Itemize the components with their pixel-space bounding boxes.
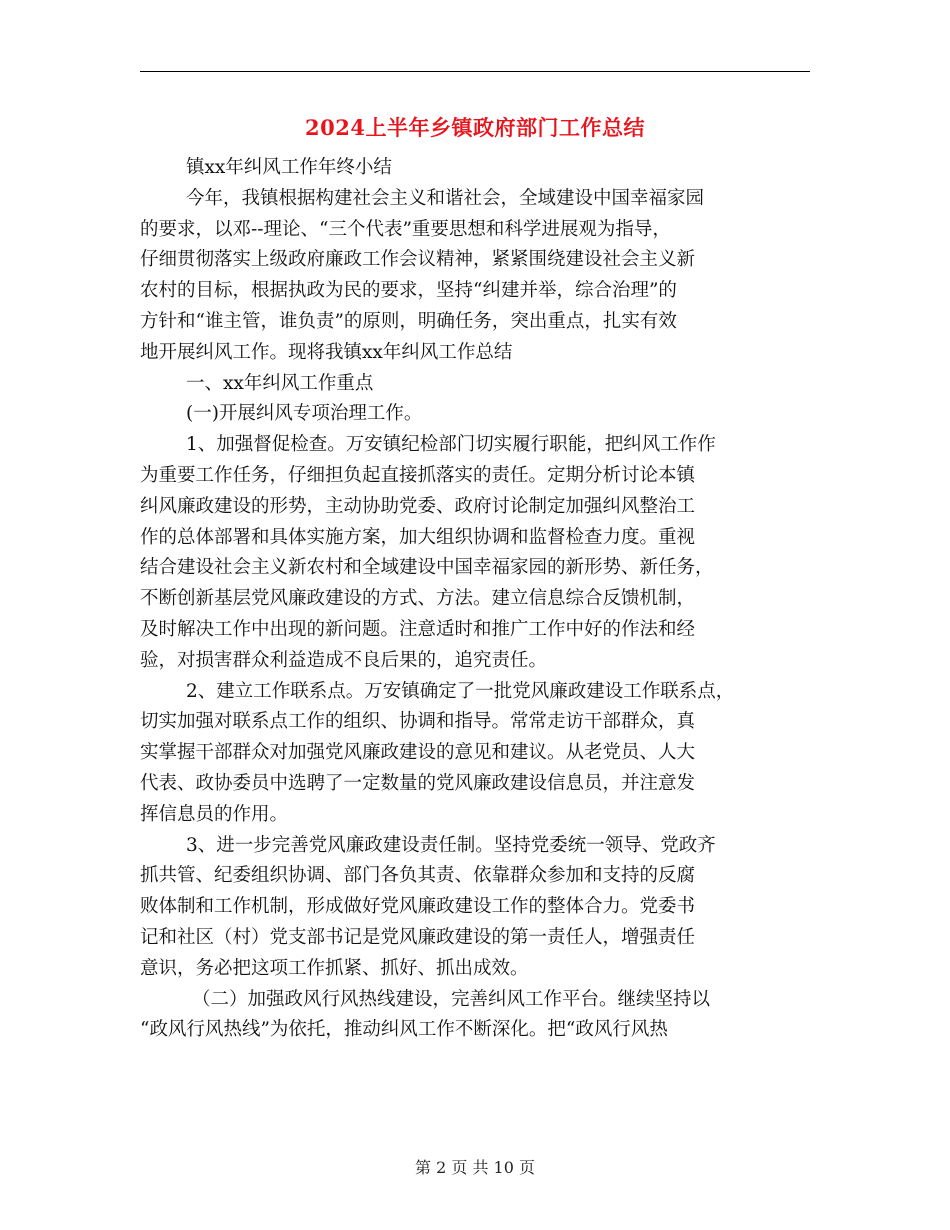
paragraph-line: 方针和“谁主管，谁负责”的原则，明确任务，突出重点，扎实有效	[140, 310, 677, 332]
paragraph-line: 切实加强对联系点工作的组织、协调和指导。常常走访干部群众，真	[140, 711, 696, 733]
paragraph-line: 3、进一步完善党风廉政建设责任制。坚持党委统一领导、党政齐	[186, 834, 716, 856]
paragraph-line: 纠风廉政建设的形势，主动协助党委、政府讨论制定加强纠风整治工	[140, 495, 696, 517]
paragraph-line: 镇xx年纠风工作年终小结	[186, 157, 392, 178]
paragraph-line: 地开展纠风工作。现将我镇xx年纠风工作总结	[140, 341, 513, 363]
paragraph-line: 记和社区（村）党支部书记是党风廉政建设的第一责任人，增强责任	[140, 926, 696, 948]
paragraph-line: 验，对损害群众利益造成不良后果的，追究责任。	[140, 649, 548, 671]
paragraph-line: 作的总体部署和具体实施方案，加大组织协调和监督检查力度。重视	[140, 526, 696, 548]
subsection-heading: (一)开展纠风专项治理工作。	[186, 403, 423, 425]
paragraph-line: 今年，我镇根据构建社会主义和谐社会，全域建设中国幸福家园	[186, 187, 705, 209]
paragraph-line: 败体制和工作机制，形成做好党风廉政建设工作的整体合力。党委书	[140, 896, 696, 918]
paragraph-line: 代表、政协委员中选聘了一定数量的党风廉政建设信息员，并注意发	[140, 772, 696, 794]
paragraph-line: 挥信息员的作用。	[140, 803, 289, 825]
paragraph-line: 仔细贯彻落实上级政府廉政工作会议精神，紧紧围绕建设社会主义新	[140, 249, 696, 271]
paragraph-line: （二）加强政风行风热线建设，完善纠风工作平台。继续坚持以	[192, 988, 711, 1010]
header-rule	[140, 71, 810, 72]
paragraph-line: 及时解决工作中出现的新问题。注意适时和推广工作中好的作法和经	[140, 618, 696, 640]
document-title: 2024上半年乡镇政府部门工作总结	[305, 115, 645, 140]
paragraph-line: 抓共管、纪委组织协调、部门各负其责、依靠群众参加和支持的反腐	[140, 865, 696, 887]
document-body	[140, 153, 812, 1046]
paragraph-line: 结合建设社会主义新农村和全域建设中国幸福家园的新形势、新任务，	[140, 557, 714, 579]
paragraph-line: 农村的目标，根据执政为民的要求，坚持“纠建并举，综合治理”的	[140, 280, 677, 302]
paragraph-line: 实掌握干部群众对加强党风廉政建设的意见和建议。从老党员、人大	[140, 742, 696, 764]
page-number-footer: 第 2 页 共 10 页	[415, 1158, 535, 1177]
paragraph-line: 为重要工作任务，仔细担负起直接抓落实的责任。定期分析讨论本镇	[140, 464, 696, 486]
paragraph-line: 不断创新基层党风廉政建设的方式、方法。建立信息综合反馈机制，	[140, 588, 696, 610]
paragraph-line: “政风行风热线”为依托，推动纠风工作不断深化。把“政风行风热	[140, 1019, 668, 1041]
section-heading: 一、xx年纠风工作重点	[186, 372, 374, 394]
paragraph-line: 1、加强督促检查。万安镇纪检部门切实履行职能，把纠风工作作	[186, 434, 716, 456]
paragraph-line: 的要求，以邓--理论、“三个代表”重要思想和科学进展观为指导，	[140, 218, 671, 240]
paragraph-line: 意识，务必把这项工作抓紧、抓好、抓出成效。	[140, 957, 529, 979]
paragraph-line: 2、建立工作联系点。万安镇确定了一批党风廉政建设工作联系点，	[186, 680, 735, 702]
